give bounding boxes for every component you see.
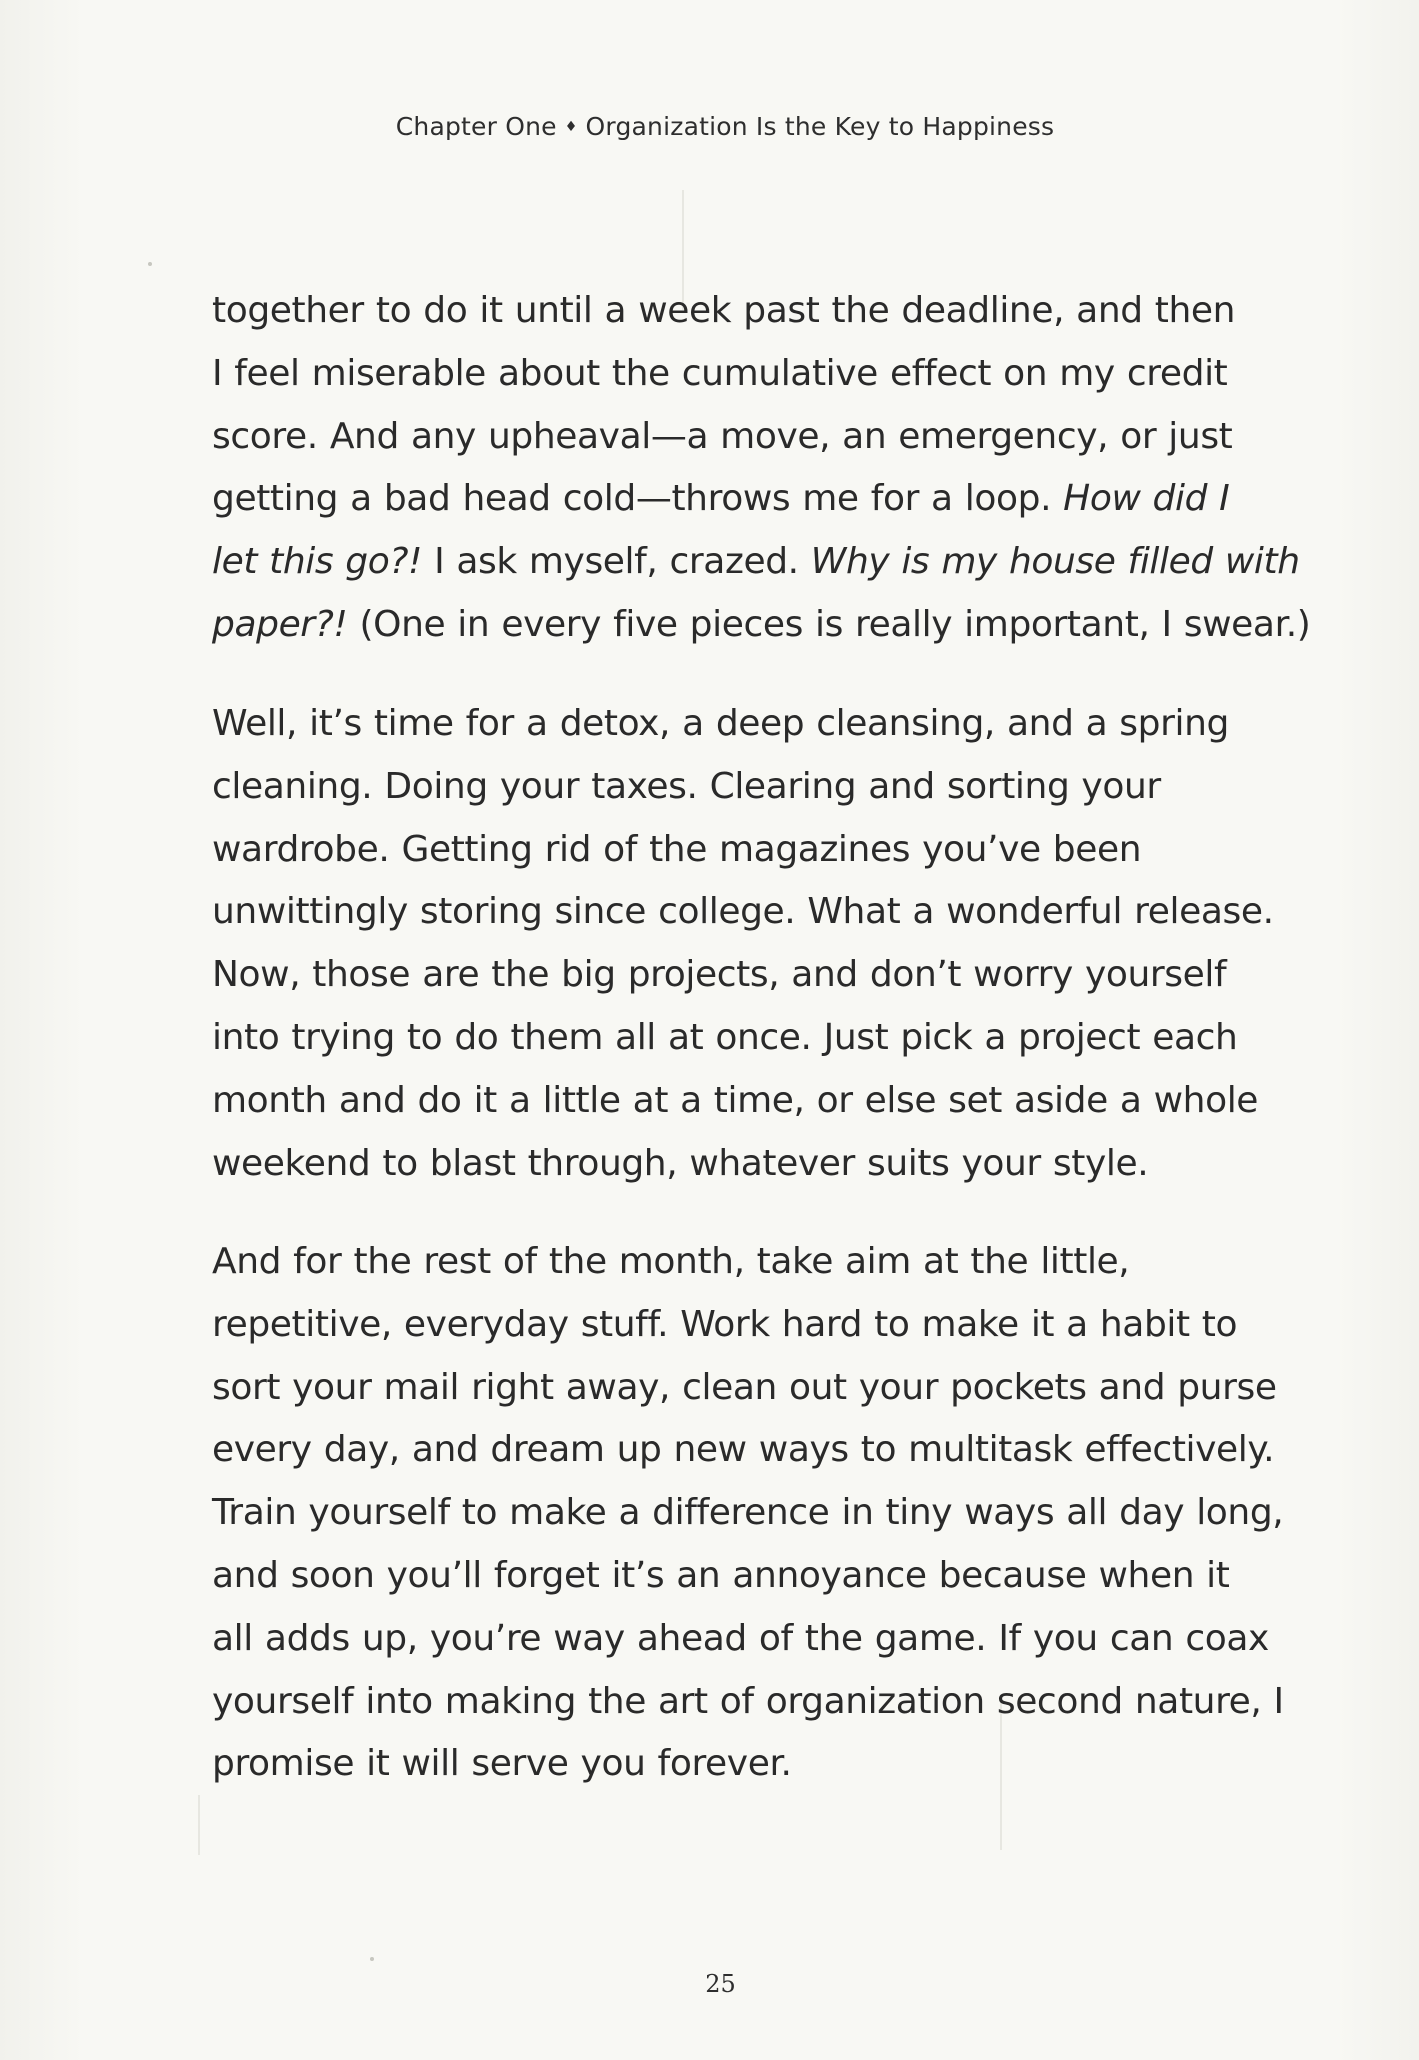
text-line: weekend to blast through, whatever suits your style. [212,1142,1149,1184]
text-line: every day, and dream up new ways to multitask effectively. [212,1429,1275,1471]
text-run: (One in every five pieces is really important, I swear.) [347,603,1311,645]
scan-artifact-dot [370,1957,374,1961]
running-head-title: Organization Is the Key to Happiness [585,112,1055,141]
scan-artifact-line [198,1795,200,1855]
text-run: I ask myself, crazed. [422,541,811,583]
paragraph-2 [212,693,1274,1195]
text-line: And for the rest of the month, take aim at the little, [212,1241,1130,1282]
text-line [212,531,1300,594]
text-line: unwittingly storing since college. What a wonderful release. [212,891,1274,933]
italic-text-run: let this go?! [212,541,423,583]
text-line: wardrobe. Getting rid of the magazines you’ve been [212,828,1142,870]
text-line [212,594,1311,657]
italic-text-run: paper?! [212,603,348,645]
text-line: yourself into making the art of organization second nature, I [212,1680,1284,1722]
text-line: sort your mail right away, clean out your pockets and purse [212,1366,1277,1408]
text-line [212,468,1252,531]
paragraph-3 [212,1231,1284,1796]
diamond-separator-icon: ♦ [564,119,578,135]
text-line: month and do it a little at a time, or else set aside a whole [212,1079,1259,1121]
running-head [0,112,1419,141]
text-line: Well, it’s time for a detox, a deep cleansing, and a spring [212,703,1229,744]
paragraph-1 [212,280,1311,657]
text-line: repetitive, everyday stuff. Work hard to make it a habit to [212,1303,1238,1345]
scan-artifact-dot [148,262,152,266]
italic-text-run: Why is my house filled with [810,541,1300,583]
page-number: 25 [705,1970,736,1998]
text-line: score. And any upheaval—a move, an emergency, or just [212,415,1233,457]
text-line: and soon you’ll forget it’s an annoyance because when it [212,1554,1230,1596]
text-line: cleaning. Doing your taxes. Clearing and sorting your [212,765,1161,807]
text-line: I feel miserable about the cumulative effect on my credit [212,352,1228,394]
text-run: getting a bad head cold—throws me for a loop. [212,478,1064,520]
text-line: Now, those are the big projects, and don’t worry yourself [212,954,1227,996]
text-line: promise it will serve you forever. [212,1743,792,1785]
text-line: Train yourself to make a difference in tiny ways all day long, [212,1492,1284,1534]
text-line: into trying to do them all at once. Just pick a project each [212,1016,1238,1058]
italic-text-run: How did I [1063,478,1230,520]
text-line: all adds up, you’re way ahead of the game. If you can coax [212,1617,1269,1659]
running-head-chapter: Chapter One [395,112,557,141]
text-line: together to do it until a week past the deadline, and then [212,290,1236,331]
